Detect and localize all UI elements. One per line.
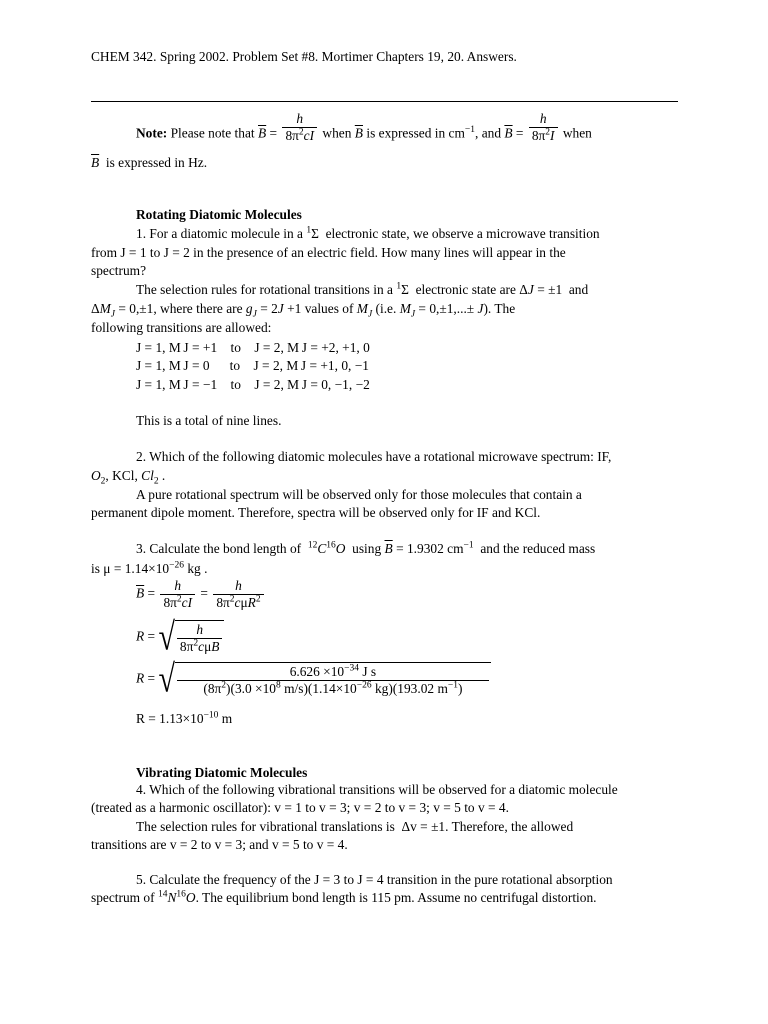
a2-line-2: permanent dipole moment. Therefore, spectra will be observed only for IF and KCl.: [91, 505, 541, 520]
q3-line-1: 3. Calculate the bond length of $^{12}C^{16}O$ using $\overline{B} = 1.9302$ $cm^{-1}$ and the reduced mass: [136, 540, 596, 556]
header-line: CHEM 342. Spring 2002. Problem Set #8. Mortimer Chapters 19, 20. Answers.: [91, 49, 517, 64]
q1-line-3: spectrum?: [91, 263, 147, 278]
q4-line-2: (treated as a harmonic oscillator): v = 1 to v = 3; v = 2 to v = 3; v = 5 to v = 4.: [91, 800, 509, 815]
equation-r-1: R = √ $\frac{h}{8\pi^2c\mu\overline{B}}$: [136, 620, 224, 655]
note-line-1: Note: Please note that $\overline{B}$ = $\frac{h}{8\pi^2cI}$ when $\overline{B}$ is expressed in $cm^{-1}$, and $\overline{B}$ = $\frac{h}{8\pi^2I}$ when: [136, 111, 592, 143]
header-rule: [91, 101, 678, 102]
section-title-vibrating: Vibrating Diatomic Molecules: [136, 765, 308, 780]
a1-line-3: following transitions are allowed:: [91, 320, 272, 335]
equation-r-2: R = √ $\frac{6.626 \times 10^{-34} J s}{(8\pi^2)(3.0 \times 10^8 m/s)(1.14\times 10^{-26} kg)(193.02 m^{-1})}$: [136, 662, 491, 697]
q2-line-1: 2. Which of the following diatomic molecules have a rotational microwave spectrum: IF,: [136, 449, 612, 464]
q2-line-2: $O_2$, KCl, $Cl_2$ .: [91, 468, 166, 487]
a4-line-1: The selection rules for vibrational translations is Δv = ±1. Therefore, the allowed: [136, 819, 574, 834]
transition-3: J = 1, M J = −1 to J = 2, M J = 0, −1, −2: [136, 377, 370, 392]
equation-result: $R = 1.13\times 10^{-10}$ m: [136, 710, 233, 726]
total-lines: This is a total of nine lines.: [136, 413, 282, 428]
a4-line-2: transitions are v = 2 to v = 3; and v = 5 to v = 4.: [91, 837, 348, 852]
note-fraction-2: $\frac{h}{8\pi^2I}$: [529, 111, 558, 144]
note-fraction-1: $\frac{h}{8\pi^2cI}$: [282, 111, 317, 144]
q1-line-2: from J = 1 to J = 2 in the presence of an electric field. How many lines will appear in the: [91, 245, 566, 260]
q3-line-2: is $\mu = 1.14\times 10^{-26}$ kg .: [91, 560, 208, 576]
a1-line-1: The selection rules for rotational transitions in a $^1$Σ electronic state are ΔJ = ±1 and: [136, 281, 589, 297]
note-line-2: $\overline{B}$ is expressed in Hz.: [91, 155, 208, 170]
transition-2: J = 1, M J = 0 to J = 2, M J = +1, 0, −1: [136, 358, 369, 373]
a2-line-1: A pure rotational spectrum will be observed only for those molecules that contain a: [136, 487, 582, 502]
q5-line-2: spectrum of $^{14}N^{16}O$. The equilibrium bond length is 115 pm. Assume no centrifugal distortion.: [91, 889, 597, 905]
section-title-rotating: Rotating Diatomic Molecules: [136, 207, 302, 222]
q5-line-1: 5. Calculate the frequency of the J = 3 to J = 4 transition in the pure rotational absorption: [136, 872, 613, 887]
q4-line-1: 4. Which of the following vibrational transitions will be observed for a diatomic molecule: [136, 782, 618, 797]
transition-1: J = 1, M J = +1 to J = 2, M J = +2, +1, 0: [136, 340, 370, 355]
a1-line-2: $\Delta M_J = 0,\pm 1$, where there are $g_J = 2J +1$ values of $M_J$ (i.e. $M_J = 0,\pm 1,...\pm J$). The: [91, 301, 516, 320]
equation-b-bar: $\overline{B}$ = $\frac{h}{8\pi^2cI}$ = $\frac{h}{8\pi^2c\mu R^2}$: [136, 578, 266, 611]
q1-line-1: 1. For a diatomic molecule in a $^1$Σ electronic state, we observe a microwave transition: [136, 225, 600, 241]
